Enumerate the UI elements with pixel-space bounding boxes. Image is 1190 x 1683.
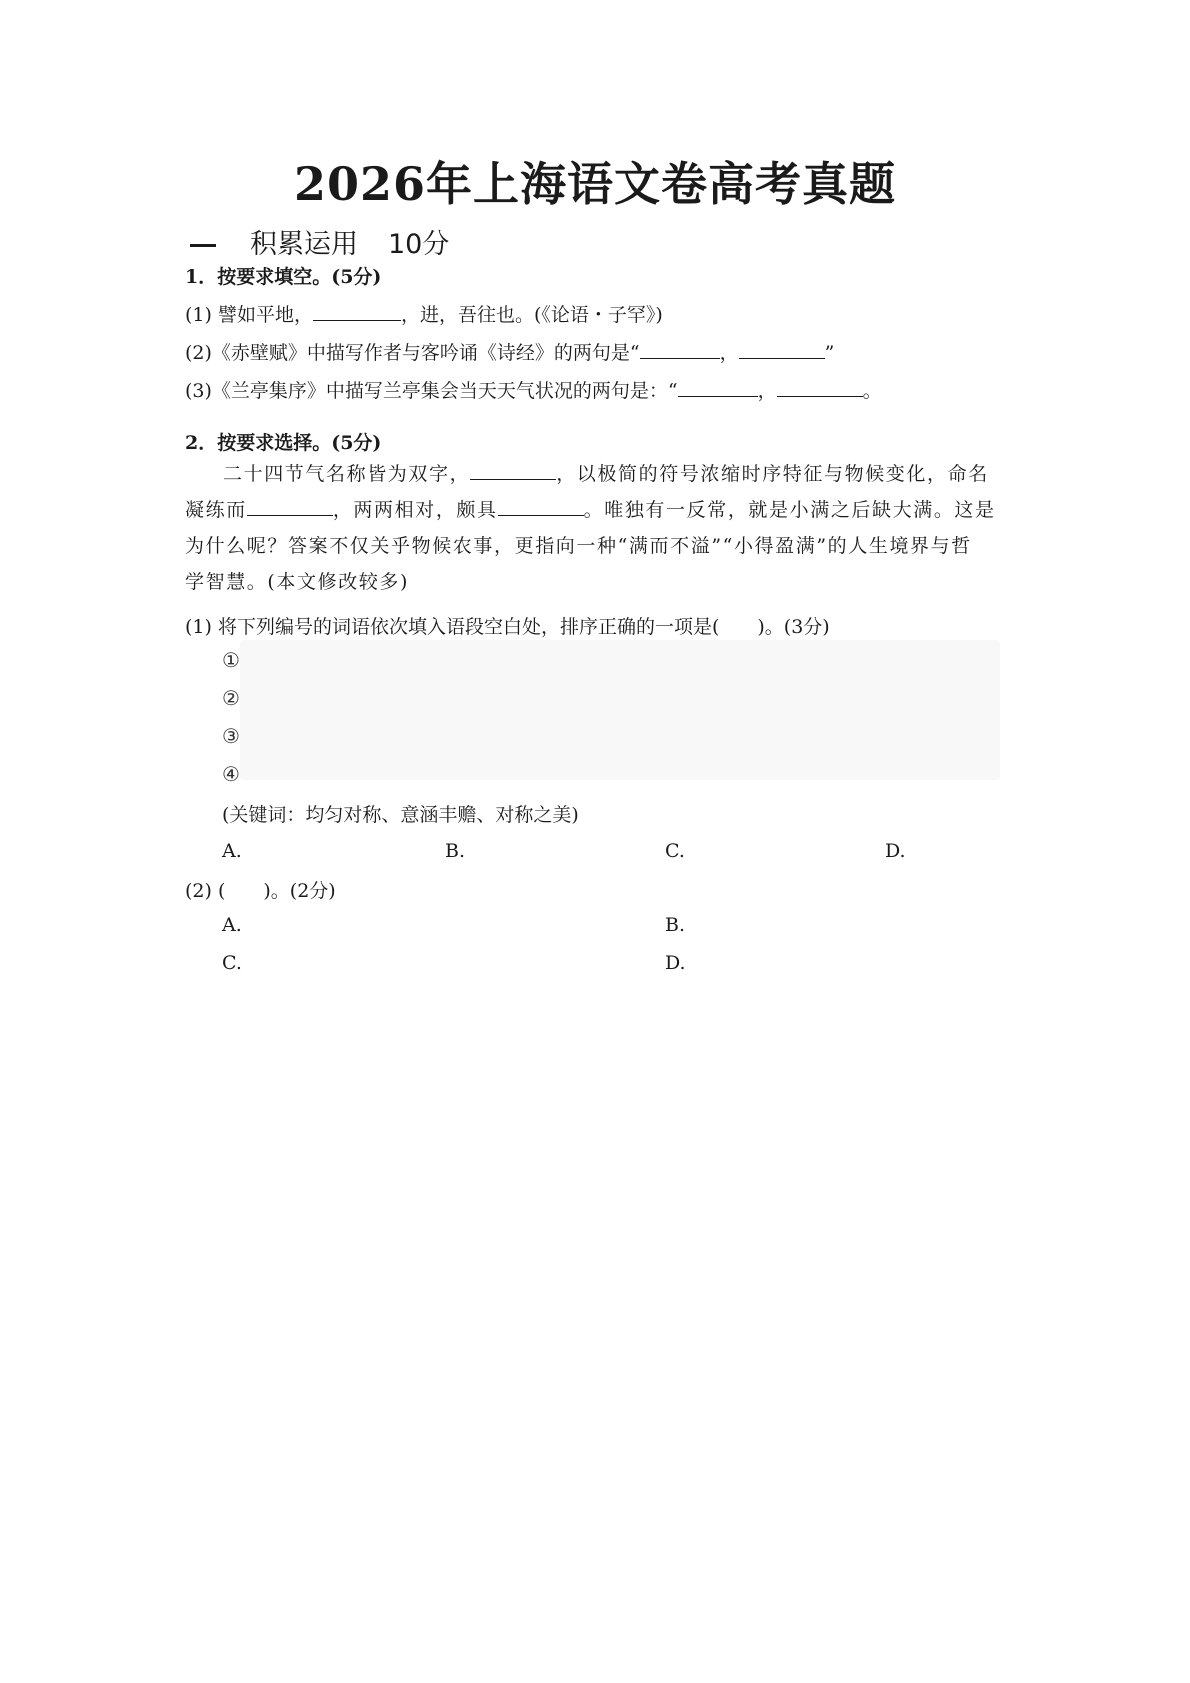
para-text: 二十四节气名称皆为双字， <box>223 463 471 485</box>
para-text: ，以极简的符号浓缩时序特征与物候变化，命名 <box>556 463 989 485</box>
para-text: ，两两相对，颇具 <box>332 499 498 521</box>
q1-item-3-text-b: 。 <box>862 380 882 402</box>
q2-2-option-d[interactable]: D. <box>665 952 686 974</box>
answer-blank[interactable] <box>640 357 720 359</box>
q1-item-2-text-a: (2)《赤壁赋》中描写作者与客吟诵《诗经》的两句是“ <box>185 342 640 364</box>
q2-para-line-1 <box>185 456 1043 492</box>
numbered-item-2: ② <box>222 686 240 710</box>
scan-smudge <box>240 640 1000 780</box>
q2-2-option-b[interactable]: B. <box>665 914 686 936</box>
q1-item-1 <box>185 300 663 327</box>
para-text: 为什么呢？答案不仅关乎物候农事，更指向一种“满而不溢”“小得盈满”的人生境界与哲 <box>185 535 972 557</box>
answer-blank[interactable] <box>470 478 556 480</box>
q2-1-option-b[interactable]: B. <box>445 840 466 862</box>
section-name: 积累运用 <box>250 229 358 260</box>
section-number-dash <box>190 244 216 247</box>
section-heading <box>190 222 449 261</box>
answer-blank[interactable] <box>498 514 584 516</box>
q2-1-option-a[interactable]: A. <box>222 840 242 862</box>
q1-item-2-text-b: ” <box>824 342 835 364</box>
para-text: 凝练而 <box>185 499 247 521</box>
q2-para-line-4 <box>185 564 1005 600</box>
numbered-item-1: ① <box>222 648 240 672</box>
q1-item-1-text-b: ，进，吾往也。(《论语・子罕》) <box>400 304 663 326</box>
q2-keywords: (关键词：均匀对称、意涵丰赡、对称之美) <box>222 804 579 826</box>
answer-blank[interactable] <box>739 357 825 359</box>
q2-1-option-c[interactable]: C. <box>665 840 685 862</box>
answer-blank[interactable] <box>313 319 401 321</box>
q1-item-3-text-a: (3)《兰亭集序》中描写兰亭集会当天天气状况的两句是：“ <box>185 380 678 402</box>
section-score: 10分 <box>388 229 450 260</box>
q2-2-option-c[interactable]: C. <box>222 952 242 974</box>
para-text: 。唯独有一反常，就是小满之后缺大满。这是 <box>583 499 996 521</box>
answer-blank[interactable] <box>777 395 863 397</box>
para-text: 学智慧。(本文修改较多) <box>185 571 410 593</box>
page-title: 2026年上海语文卷高考真题 <box>293 157 897 211</box>
q1-item-3 <box>185 376 882 403</box>
q2-1-option-d[interactable]: D. <box>885 840 906 862</box>
q1-heading: 1．按要求填空。(5分) <box>185 266 382 288</box>
numbered-item-4: ④ <box>222 762 240 786</box>
q2-sub1-prompt: (1) 将下列编号的词语依次填入语段空白处，排序正确的一项是( )。(3分) <box>185 616 830 638</box>
q2-heading: 2．按要求选择。(5分) <box>185 432 382 454</box>
q2-para-line-3 <box>185 528 1005 564</box>
q2-2-option-a[interactable]: A. <box>222 914 242 936</box>
q2-sub2-prompt: (2) ( )。(2分) <box>185 880 336 902</box>
numbered-item-3: ③ <box>222 724 240 748</box>
answer-blank[interactable] <box>678 395 758 397</box>
q1-item-2 <box>185 338 834 365</box>
q2-para-line-2 <box>185 492 1005 528</box>
q1-item-2-sep: ， <box>719 342 739 364</box>
q1-item-1-text-a: (1) 譬如平地， <box>185 304 313 326</box>
answer-blank[interactable] <box>247 514 333 516</box>
q1-item-3-sep: ， <box>757 380 777 402</box>
